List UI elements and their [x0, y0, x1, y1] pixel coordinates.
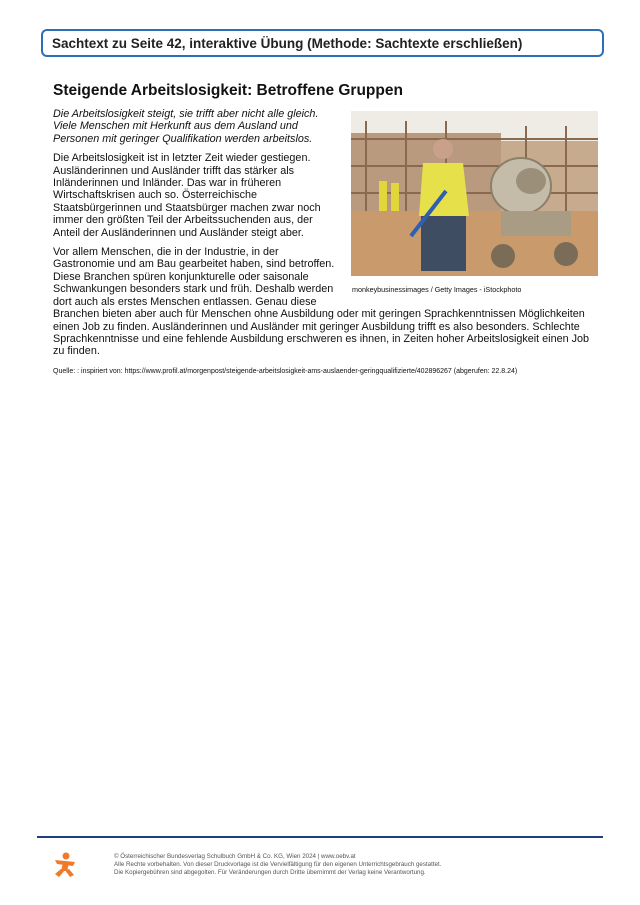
article-content	[53, 108, 598, 365]
footer-disclaimer: Die Kopiergebühren sind abgegolten. Für Veränderungen durch Dritte übernimmt der Verlag keine Verantwortung.	[114, 869, 426, 876]
header-title: Sachtext zu Seite 42, interaktive Übung (Methode: Sachtexte erschließen)	[52, 35, 523, 51]
article-intro: Die Arbeitslosigkeit steigt, sie trifft aber nicht alle gleich. Viele Menschen mit Herkunft aus dem Ausland und Personen mit geringer Qualifikation werden arbeitslos.	[53, 108, 319, 145]
footer-rights: Alle Rechte vorbehalten. Von dieser Druckvorlage ist die Vervielfältigung für den eigenen Unterrichtsgebrauch gestattet.	[114, 861, 442, 868]
article-paragraph-2: Vor allem Menschen, die in der Industrie, in der Gastronomie und am Bau gearbeitet haben, sind betroffen. Diese Branchen spüren konjunkturelle oder saisonale Schwankungen besonders stark und früh. Deshalb werden dort auch als erstes Menschen entlassen. Genau diese Branchen bieten aber auch für Menschen ohne Ausbildung oder mit geringen Sprachkenntnissen Möglichkeiten einen Job zu finden. Ausländerinnen und Ausländer mit geringer Ausbildung trifft es also besonders. Schlechte Sprachkenntnisse und eine fehlende Ausbildung erschweren es ihnen, in Zeiten hoher Arbeitslosigkeit einen Job zu finden.	[53, 246, 590, 358]
source-line: Quelle: : inspiriert von: https://www.profil.at/morgenpost/steigende-arbeitslosigkeit-ams-auslaender-geringqualifizierte/402896267 (abgerufen: 22.8.24)	[53, 368, 518, 375]
article-paragraph-1: Die Arbeitslosigkeit ist in letzter Zeit wieder gestiegen. Ausländerinnen und Ausländer trifft das stärker als Inländerinnen und Inländer. Das war in früheren Wirtschaftskrisen auch so. Österreichische Staatsbürgerinnen und Staatsbürger machen zwar noch immer den größten Teil der Arbeitssuchenden aus, der Anteil der Ausländerinnen und Ausländer steigt aber.	[53, 152, 321, 239]
construction-worker-photo	[351, 111, 598, 276]
image-caption: monkeybusinessimages / Getty Images - iStockphoto	[352, 285, 522, 294]
footer-rule	[37, 836, 603, 838]
footer-text	[114, 853, 441, 877]
article-title: Steigende Arbeitslosigkeit: Betroffene Gruppen	[53, 82, 403, 99]
header-box	[41, 29, 604, 57]
article-figure	[351, 111, 598, 296]
oebv-logo-icon	[52, 852, 78, 878]
footer-copyright: © Österreichischer Bundesverlag Schulbuch GmbH & Co. KG, Wien 2024 | www.oebv.at	[114, 853, 356, 860]
